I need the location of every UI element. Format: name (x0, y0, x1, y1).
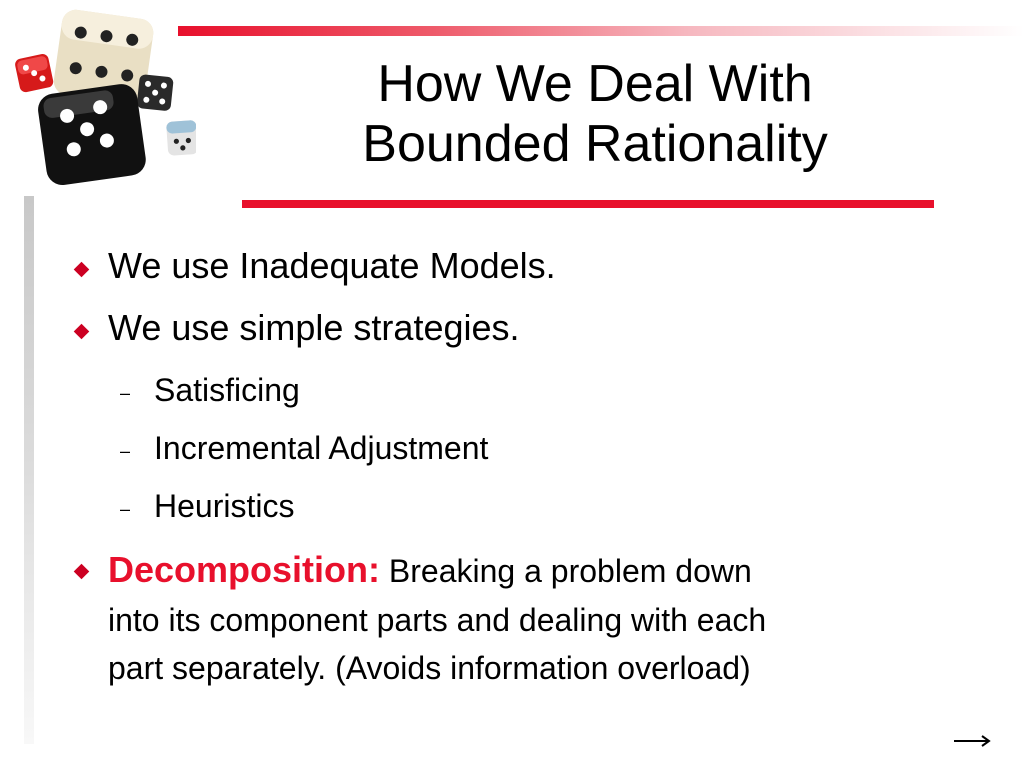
sub-bullet-item: Incremental Adjustment (154, 430, 489, 466)
dash-bullet: – (120, 441, 131, 461)
decomposition-item (108, 546, 1008, 602)
decomposition-term: Decomposition: (108, 549, 381, 590)
decomposition-line-3: part separately. (Avoids information overload) (108, 650, 751, 686)
diamond-bullet-icon (74, 262, 90, 278)
sub-bullet-item: Satisficing (154, 372, 300, 408)
bullet-item: We use simple strategies. (108, 307, 520, 348)
slide-title-line-2: Bounded Rationality (362, 115, 828, 173)
slide-title-line-1: How We Deal With (377, 55, 813, 113)
bullet-item: We use Inadequate Models. (108, 245, 556, 286)
diamond-bullet-icon (74, 564, 90, 580)
next-arrow-icon[interactable] (952, 732, 992, 750)
decomposition-line-2: into its component parts and dealing with each (108, 602, 767, 638)
dash-bullet: – (120, 383, 131, 403)
diamond-bullet-icon (74, 324, 90, 340)
decomposition-line-1: Breaking a problem down (380, 553, 752, 589)
sub-bullet-item: Heuristics (154, 488, 295, 524)
dash-bullet: – (120, 499, 131, 519)
